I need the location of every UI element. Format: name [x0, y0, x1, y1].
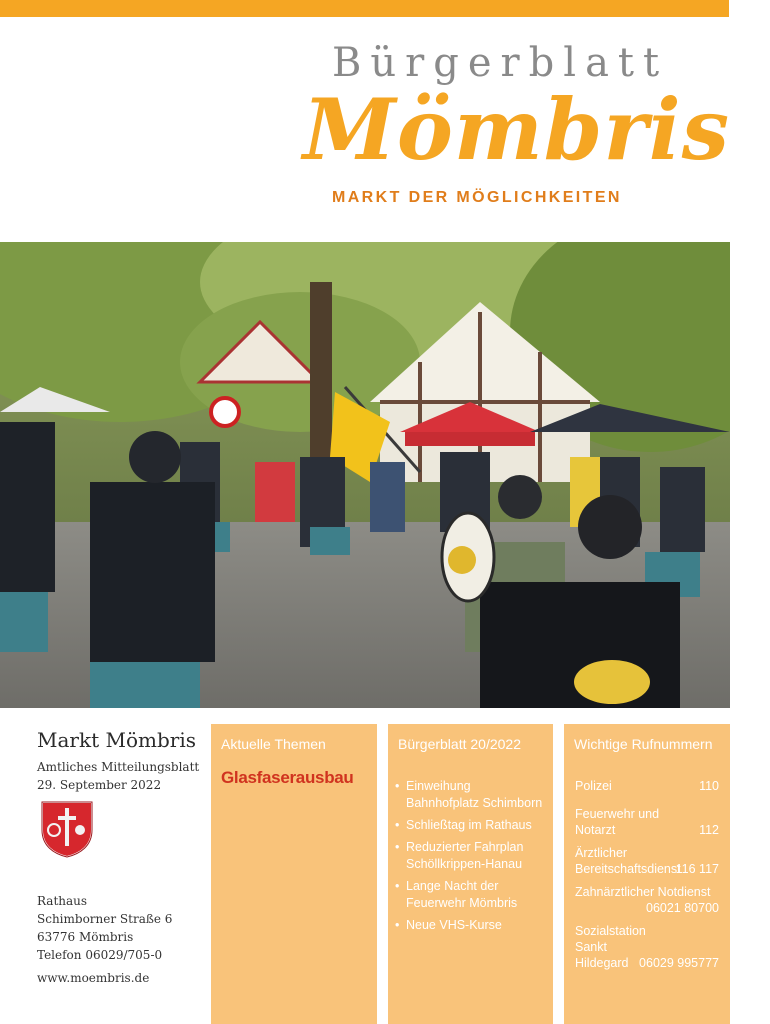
list-item: • Schließtag im Rathaus [394, 817, 544, 834]
list-item: • Neue VHS-Kurse [394, 917, 544, 934]
phone-number: 06029 995777 [639, 956, 719, 970]
issue-date: 29. September 2022 [37, 778, 162, 792]
topics-headline: Glasfaserausbau [221, 768, 354, 787]
publisher-subtitle: Amtliches Mitteilungsblatt [37, 760, 200, 774]
phone-entry [575, 923, 719, 971]
publisher-meta [37, 758, 202, 794]
phone-number: 110 [699, 779, 719, 793]
list-item: • Einweihung Bahnhofplatz Schimborn [394, 778, 544, 812]
phones-panel [564, 724, 730, 1024]
address-line: Telefon 06029/705-0 [37, 948, 163, 962]
publisher-info [37, 728, 202, 985]
address-block [37, 892, 172, 964]
topics-heading: Aktuelle Themen [221, 736, 326, 752]
address-line: Rathaus [37, 894, 88, 908]
issue-heading: Bürgerblatt 20/2022 [398, 736, 521, 752]
list-item: • Lange Nacht der Feuerwehr Mömbris [394, 878, 544, 912]
phone-number: 06021 80700 [646, 901, 719, 915]
phone-number: 112 [699, 823, 719, 837]
phone-number: 116 117 [675, 862, 719, 876]
phone-entry [575, 884, 719, 916]
address-line: Schimborner Straße 6 [37, 912, 173, 926]
phone-label: Sozialstation Sankt Hildegard [575, 924, 646, 970]
phone-entry [575, 845, 719, 877]
municipal-crest-icon [40, 800, 94, 858]
phone-entry [575, 778, 719, 794]
top-accent-bar [0, 0, 729, 17]
address-line: 63776 Mömbris [37, 930, 134, 944]
masthead-tagline: MARKT DER MÖGLICHKEITEN [332, 189, 622, 206]
cover-photo [0, 242, 730, 708]
list-item: • Reduzierter Fahrplan Schöllkrippen-Hanau [394, 839, 544, 873]
masthead-title: Bürgerblatt [332, 40, 669, 86]
topics-panel [211, 724, 377, 1024]
phones-heading: Wichtige Rufnummern [574, 736, 713, 752]
phone-entry [575, 806, 719, 838]
phone-label: Polizei [575, 779, 612, 793]
phone-label: Ärztlicher Bereitschaftsdienst [575, 846, 681, 876]
masthead-script-logo: Mömbris [302, 80, 730, 179]
issue-panel [388, 724, 553, 1024]
issue-list [394, 778, 544, 939]
phone-label: Feuerwehr und Notarzt [575, 807, 660, 837]
publisher-name: Markt Mömbris [37, 728, 196, 752]
phone-label: Zahnärztlicher Notdienst [575, 885, 711, 899]
website-link[interactable]: www.moembris.de [37, 971, 150, 985]
phone-list [575, 778, 719, 978]
